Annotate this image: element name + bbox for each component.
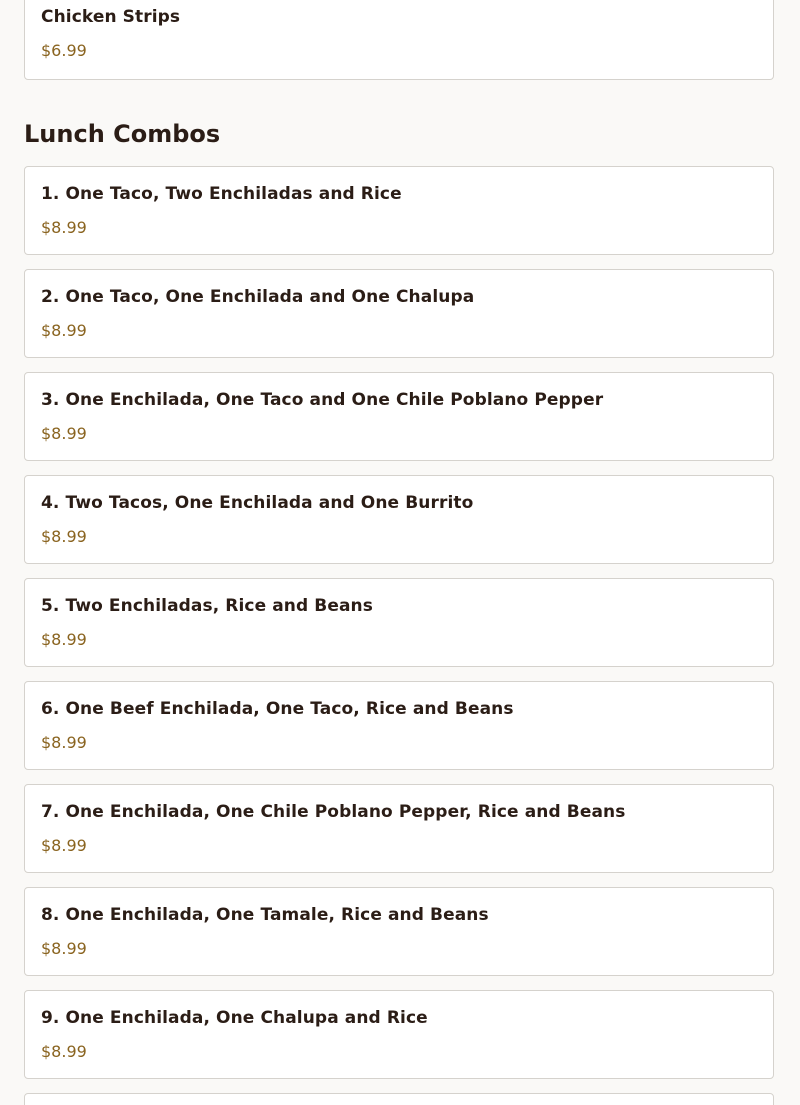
menu-item-price: $8.99	[41, 1042, 87, 1061]
menu-item-name: 8. One Enchilada, One Tamale, Rice and Beans	[41, 905, 489, 925]
menu-item-name: 4. Two Tacos, One Enchilada and One Burrito	[41, 493, 474, 513]
menu-item-price: $8.99	[41, 321, 87, 340]
menu-item-price: $8.99	[41, 630, 87, 649]
menu-item-price: $8.99	[41, 218, 87, 237]
menu-item-name: 7. One Enchilada, One Chile Poblano Pepper, Rice and Beans	[41, 802, 626, 822]
menu-item-price: $8.99	[41, 836, 87, 855]
menu-item-card[interactable]	[24, 372, 774, 461]
menu-item-card[interactable]	[24, 887, 774, 976]
menu-item-price: $8.99	[41, 733, 87, 752]
menu-item-card[interactable]	[24, 475, 774, 564]
menu-item-name: 9. One Enchilada, One Chalupa and Rice	[41, 1008, 428, 1028]
menu-item-card[interactable]	[24, 578, 774, 667]
menu-item-name: 3. One Enchilada, One Taco and One Chile Poblano Pepper	[41, 390, 604, 410]
menu-item-name: Chicken Strips	[41, 7, 181, 27]
menu-item-card[interactable]	[24, 1093, 774, 1105]
menu-item-card[interactable]	[24, 166, 774, 255]
menu-item-price: $8.99	[41, 527, 87, 546]
menu-item-price: $6.99	[41, 41, 87, 60]
menu-item-card[interactable]	[24, 990, 774, 1079]
menu-item-card[interactable]	[24, 681, 774, 770]
menu-item-card[interactable]	[24, 0, 774, 80]
menu-item-card[interactable]	[24, 269, 774, 358]
section-title-lunch-combos: Lunch Combos	[24, 120, 221, 148]
menu-item-name: 5. Two Enchiladas, Rice and Beans	[41, 596, 373, 616]
menu-item-price: $8.99	[41, 939, 87, 958]
menu-item-name: 6. One Beef Enchilada, One Taco, Rice and Beans	[41, 699, 514, 719]
menu-item-price: $8.99	[41, 424, 87, 443]
menu-item-name: 1. One Taco, Two Enchiladas and Rice	[41, 184, 402, 204]
menu-item-card[interactable]	[24, 784, 774, 873]
menu-item-name: 2. One Taco, One Enchilada and One Chalupa	[41, 287, 475, 307]
